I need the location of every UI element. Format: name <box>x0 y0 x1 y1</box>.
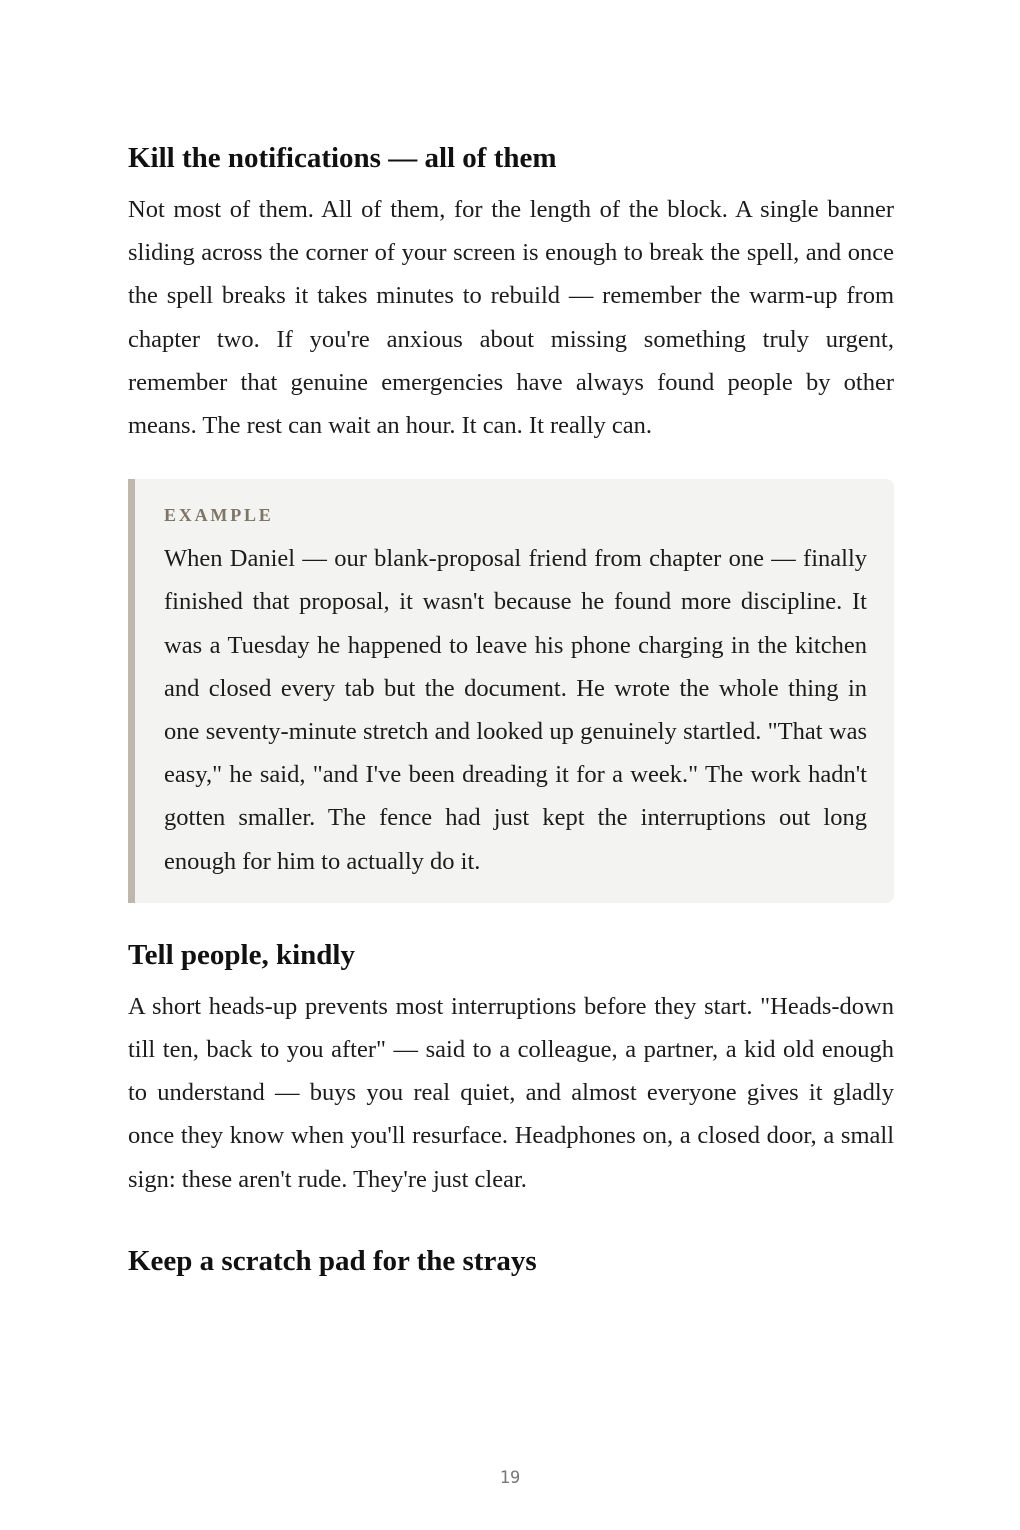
section-heading-tell-people: Tell people, kindly <box>128 938 355 971</box>
section-heading-notifications: Kill the notifications — all of them <box>128 142 557 174</box>
example-label: EXAMPLE <box>164 505 274 526</box>
example-callout <box>128 479 894 903</box>
section-body-tell-people: A short heads-up prevents most interruptions before they start. "Heads-down till ten, back to you after" — said to a colleague, a partner, a kid old enough to understand — buys you real quiet, and almost everyone gives it gladly once they know when you'll resurface. Headphones on, a closed door, a small sign: these aren't rude. They're just clear. <box>128 992 894 1193</box>
page-number: 19 <box>499 1468 521 1488</box>
section-body-notifications: Not most of them. All of them, for the length of the block. A single banner sliding across the corner of your screen is enough to break the spell, and once the spell breaks it takes minutes to rebuild — remember the warm-up from chapter two. If you're anxious about missing something truly urgent, remember that genuine emergencies have always found people by other means. The rest can wait an hour. It can. It really can. <box>128 196 894 440</box>
example-body: When Daniel — our blank-proposal friend from chapter one — finally finished that proposal, it wasn't because he found more discipline. It was a Tuesday he happened to leave his phone charging in the kitchen and closed every tab but the document. He wrote the whole thing in one seventy-minute stretch and looked up genuinely startled. "That was easy," he said, "and I've been dreading it for a week." The work hadn't gotten smaller. The fence had just kept the interruptions out long enough for him to actually do it. <box>164 545 867 875</box>
section-heading-scratch-pad: Keep a scratch pad for the strays <box>128 1244 537 1277</box>
page-content <box>128 138 894 1281</box>
